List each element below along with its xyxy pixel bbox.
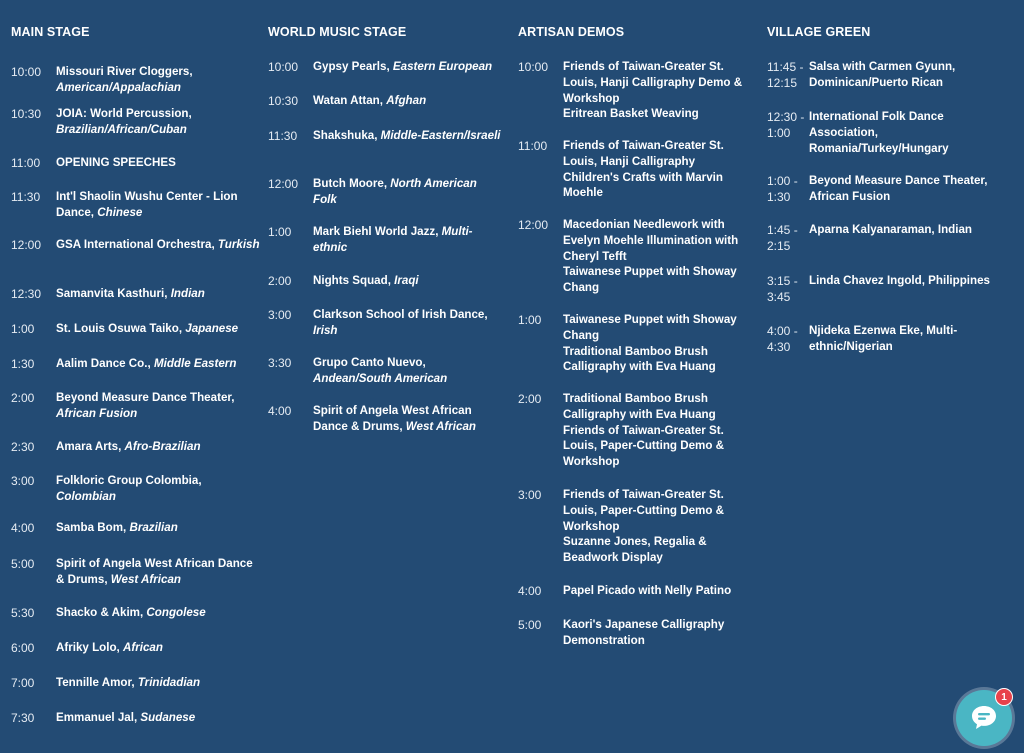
schedule-row bbox=[11, 556, 261, 588]
act-entry bbox=[313, 224, 503, 256]
act-name: Gypsy Pearls, bbox=[313, 60, 393, 73]
act-entry bbox=[56, 286, 261, 302]
act-entry bbox=[313, 176, 503, 208]
time-slot: 1:00 - 1:30 bbox=[767, 174, 798, 204]
act-name: Grupo Canto Nuevo, bbox=[313, 356, 426, 369]
schedule-row bbox=[268, 176, 503, 208]
time-slot: 2:30 bbox=[11, 440, 35, 454]
act-name: OPENING SPEECHES bbox=[56, 156, 176, 169]
act-entry bbox=[563, 59, 753, 106]
act-name: Tennille Amor, bbox=[56, 676, 138, 689]
act-name: Linda Chavez Ingold, Philippines bbox=[809, 274, 991, 287]
act-name: Emmanuel Jal, bbox=[56, 711, 141, 724]
schedule-row bbox=[11, 106, 261, 138]
time-slot: 11:00 bbox=[518, 139, 548, 153]
act-entry bbox=[563, 391, 753, 423]
act-name: Friends of Taiwan-Greater St. Louis, Hanji Calligraphy Demo & Workshop bbox=[563, 60, 743, 105]
act-entry bbox=[563, 344, 753, 376]
act-origin: Colombian bbox=[56, 489, 116, 503]
time-slot: 10:30 bbox=[11, 107, 42, 121]
act-name: Friends of Taiwan-Greater St. Louis, Paper-Cutting Demo & Workshop bbox=[563, 423, 725, 469]
act-name: Taiwanese Puppet with Showay Chang bbox=[563, 265, 737, 295]
act-entry bbox=[313, 93, 503, 109]
time-slot: 10:00 bbox=[518, 60, 549, 74]
act-name: Traditional Bamboo Brush Calligraphy with Eva Huang bbox=[563, 392, 716, 421]
act-name: JOIA: World Percussion, bbox=[56, 107, 192, 120]
time-slot: 1:45 - 2:15 bbox=[767, 223, 798, 253]
act-details bbox=[56, 155, 261, 171]
act-entry bbox=[56, 605, 261, 621]
act-entry bbox=[313, 273, 503, 289]
time-slot: 4:00 - 4:30 bbox=[767, 324, 798, 354]
act-origin: Middle Eastern bbox=[153, 357, 237, 370]
act-entry bbox=[56, 64, 261, 96]
schedule-row bbox=[268, 355, 503, 387]
act-origin: Chinese bbox=[97, 205, 143, 219]
time-slot: 11:00 bbox=[11, 156, 41, 170]
act-origin: Indian bbox=[170, 287, 205, 300]
schedule-row bbox=[518, 617, 753, 649]
act-name: Beyond Measure Dance Theater, bbox=[56, 391, 235, 404]
act-name: Samba Bom, bbox=[56, 521, 130, 534]
schedule-row bbox=[11, 321, 261, 337]
act-origin: Afghan bbox=[386, 94, 427, 107]
act-details bbox=[563, 138, 753, 201]
act-details bbox=[809, 323, 1012, 355]
act-entry bbox=[56, 473, 261, 505]
time-slot: 1:00 bbox=[268, 225, 292, 239]
act-details bbox=[563, 583, 753, 599]
act-details bbox=[56, 605, 261, 621]
time-slot: 12:00 bbox=[11, 238, 42, 252]
time-slot: 12:30 - 1:00 bbox=[767, 110, 805, 140]
act-entry bbox=[56, 556, 261, 588]
act-origin: Japanese bbox=[185, 322, 239, 335]
time-slot: 3:00 bbox=[268, 308, 292, 322]
schedule-row bbox=[11, 286, 261, 302]
act-entry bbox=[809, 173, 1012, 205]
act-name: Beyond Measure Dance Theater, African Fusion bbox=[809, 174, 988, 203]
act-origin: North American Folk bbox=[313, 177, 477, 206]
act-details bbox=[563, 617, 753, 649]
time-slot: 3:15 - 3:45 bbox=[767, 274, 798, 304]
act-origin: West African bbox=[110, 572, 181, 586]
time-slot: 1:00 bbox=[518, 313, 542, 327]
act-details bbox=[56, 356, 261, 372]
act-name: Aalim Dance Co., bbox=[56, 357, 154, 370]
act-origin: Afro-Brazilian bbox=[124, 440, 201, 453]
schedule-row bbox=[767, 59, 1012, 91]
act-name: Taiwanese Puppet with Showay Chang bbox=[563, 313, 737, 342]
act-name: Children's Crafts with Marvin Moehle bbox=[563, 170, 723, 200]
time-slot: 12:00 bbox=[268, 177, 299, 191]
act-entry bbox=[809, 222, 1012, 238]
column-title: WORLD MUSIC STAGE bbox=[268, 25, 407, 39]
act-entry bbox=[56, 439, 261, 455]
time-slot: 1:00 bbox=[11, 322, 35, 336]
time-slot: 5:00 bbox=[518, 618, 542, 632]
act-name: Mark Biehl World Jazz, bbox=[313, 225, 442, 238]
act-entry bbox=[809, 109, 1012, 156]
act-details bbox=[563, 487, 753, 566]
act-details bbox=[313, 93, 503, 109]
act-details bbox=[809, 222, 1012, 254]
act-details bbox=[313, 128, 503, 144]
column-title: VILLAGE GREEN bbox=[767, 25, 871, 39]
act-name: Afriky Lolo, bbox=[56, 641, 123, 654]
act-details bbox=[56, 286, 261, 302]
schedule-row bbox=[767, 323, 1012, 355]
act-name: Kaori's Japanese Calligraphy Demonstration bbox=[563, 618, 725, 647]
schedule-row bbox=[268, 93, 503, 109]
time-slot: 11:30 bbox=[11, 190, 41, 204]
act-details bbox=[313, 403, 503, 435]
act-name: St. Louis Osuwa Taiko, bbox=[56, 322, 186, 335]
act-origin: Middle-Eastern/Israeli bbox=[380, 129, 501, 142]
schedule-row bbox=[268, 59, 503, 75]
act-entry bbox=[809, 273, 1012, 289]
act-entry bbox=[56, 390, 261, 422]
act-entry bbox=[313, 128, 503, 144]
act-name: Shakshuka, bbox=[313, 129, 381, 142]
schedule-row bbox=[268, 128, 503, 144]
time-slot: 3:00 bbox=[518, 488, 542, 502]
act-entry bbox=[313, 59, 503, 75]
act-entry bbox=[313, 307, 503, 339]
act-details bbox=[56, 439, 261, 455]
act-origin: West African bbox=[405, 419, 477, 433]
act-details bbox=[56, 473, 261, 505]
act-entry bbox=[313, 403, 503, 435]
act-name: Friends of Taiwan-Greater St. Louis, Hanji Calligraphy bbox=[563, 139, 724, 168]
act-entry bbox=[809, 59, 1012, 91]
time-slot: 2:00 bbox=[268, 274, 292, 288]
time-slot: 3:00 bbox=[11, 474, 35, 488]
act-origin: Andean/South American bbox=[313, 371, 448, 385]
schedule-row bbox=[268, 273, 503, 289]
act-entry bbox=[56, 675, 261, 691]
column-title: ARTISAN DEMOS bbox=[518, 25, 625, 39]
schedule-row bbox=[11, 640, 261, 656]
act-entry bbox=[563, 423, 753, 470]
act-details bbox=[313, 176, 503, 208]
act-details bbox=[56, 64, 261, 96]
act-entry bbox=[563, 170, 753, 202]
time-slot: 2:00 bbox=[518, 392, 542, 406]
schedule-row bbox=[11, 710, 261, 726]
act-entry bbox=[563, 138, 753, 170]
act-name: Salsa with Carmen Gyunn, Dominican/Puerto Rican bbox=[809, 60, 956, 89]
act-name: Papel Picado with Nelly Patino bbox=[563, 584, 732, 597]
time-slot: 11:45 - 12:15 bbox=[767, 60, 804, 90]
time-slot: 4:00 bbox=[11, 521, 35, 535]
act-details bbox=[809, 109, 1012, 156]
schedule-row bbox=[11, 237, 261, 253]
notification-badge: 1 bbox=[995, 688, 1013, 706]
time-slot: 7:00 bbox=[11, 676, 35, 690]
act-origin: Multi-ethnic bbox=[313, 225, 473, 254]
schedule-row bbox=[11, 520, 261, 536]
act-details bbox=[809, 273, 1012, 305]
schedule-row bbox=[767, 222, 1012, 254]
act-origin: Congolese bbox=[146, 606, 206, 619]
act-name: Missouri River Cloggers, bbox=[56, 65, 193, 78]
act-details bbox=[56, 675, 261, 691]
schedule-row bbox=[11, 473, 261, 505]
act-origin: Turkish bbox=[217, 238, 260, 251]
act-details bbox=[56, 556, 261, 588]
act-entry bbox=[56, 321, 261, 337]
schedule-row bbox=[11, 605, 261, 621]
act-origin: Eastern European bbox=[392, 60, 493, 73]
act-details bbox=[56, 390, 261, 422]
act-entry bbox=[313, 355, 503, 387]
schedule-row bbox=[268, 307, 503, 339]
act-origin: Sudanese bbox=[140, 711, 196, 724]
time-slot: 1:30 bbox=[11, 357, 35, 371]
schedule-row bbox=[11, 390, 261, 422]
schedule-row bbox=[767, 173, 1012, 205]
time-slot: 7:30 bbox=[11, 711, 35, 725]
act-details bbox=[56, 106, 261, 138]
act-details bbox=[809, 59, 1012, 91]
schedule-row bbox=[518, 59, 753, 122]
time-slot: 11:30 bbox=[268, 129, 298, 143]
act-origin: Irish bbox=[313, 323, 338, 337]
schedule-row bbox=[767, 109, 1012, 156]
act-name: Macedonian Needlework with Evelyn Moehle Illumination with Cheryl Tefft bbox=[563, 218, 739, 263]
schedule-row bbox=[11, 439, 261, 455]
schedule-row bbox=[518, 312, 753, 375]
act-entry bbox=[56, 189, 261, 221]
act-details bbox=[563, 217, 753, 296]
act-details bbox=[563, 391, 753, 470]
time-slot: 12:30 bbox=[11, 287, 42, 301]
act-origin: Brazilian bbox=[129, 521, 178, 534]
schedule-row bbox=[11, 155, 261, 171]
time-slot: 10:00 bbox=[268, 60, 299, 74]
act-entry bbox=[56, 237, 261, 253]
act-details bbox=[56, 640, 261, 656]
act-name: Aparna Kalyanaraman, Indian bbox=[809, 223, 973, 236]
schedule-row bbox=[11, 189, 261, 221]
time-slot: 12:00 bbox=[518, 218, 549, 232]
schedule-row bbox=[268, 403, 503, 435]
act-entry bbox=[563, 264, 753, 296]
act-entry bbox=[563, 217, 753, 264]
schedule-row bbox=[518, 391, 753, 470]
act-entry bbox=[563, 312, 753, 344]
act-name: Shacko & Akim, bbox=[56, 606, 147, 619]
act-details bbox=[313, 59, 503, 75]
act-name: Spirit of Angela West African Dance & Drums, bbox=[56, 557, 253, 586]
act-details bbox=[563, 312, 753, 375]
schedule-row bbox=[11, 64, 261, 96]
act-name: Eritrean Basket Weaving bbox=[563, 107, 699, 121]
act-entry bbox=[563, 617, 753, 649]
act-entry bbox=[56, 356, 261, 372]
act-name: Butch Moore, bbox=[313, 177, 391, 190]
schedule-row bbox=[518, 487, 753, 566]
act-origin: American/Appalachian bbox=[56, 80, 181, 94]
act-name: Int'l Shaolin Wushu Center - Lion Dance, bbox=[56, 190, 238, 219]
column-title: MAIN STAGE bbox=[11, 25, 90, 39]
act-name: Friends of Taiwan-Greater St. Louis, Paper-Cutting Demo & Workshop bbox=[563, 488, 725, 533]
act-origin: Trinidadian bbox=[137, 676, 201, 689]
act-details bbox=[56, 520, 261, 536]
time-slot: 2:00 bbox=[11, 391, 35, 405]
act-details bbox=[313, 224, 503, 256]
act-entry bbox=[563, 106, 753, 122]
act-name: Njideka Ezenwa Eke, Multi-ethnic/Nigerian bbox=[809, 324, 958, 353]
time-slot: 10:30 bbox=[268, 94, 299, 108]
act-entry bbox=[56, 155, 261, 171]
time-slot: 4:00 bbox=[268, 404, 292, 418]
schedule-row bbox=[518, 138, 753, 201]
time-slot: 6:00 bbox=[11, 641, 35, 655]
schedule-row bbox=[11, 356, 261, 372]
act-name: Watan Attan, bbox=[313, 94, 387, 107]
act-origin: Iraqi bbox=[394, 274, 419, 287]
time-slot: 10:00 bbox=[11, 65, 42, 79]
act-name: Suzanne Jones, Regalia & Beadwork Display bbox=[563, 535, 707, 565]
time-slot: 5:00 bbox=[11, 557, 35, 571]
act-entry bbox=[56, 640, 261, 656]
act-details bbox=[56, 189, 261, 221]
time-slot: 5:30 bbox=[11, 606, 35, 620]
act-name: Folkloric Group Colombia, bbox=[56, 474, 202, 487]
schedule-row bbox=[268, 224, 503, 256]
act-details bbox=[313, 355, 503, 387]
act-origin: African bbox=[123, 641, 163, 654]
act-entry bbox=[56, 106, 261, 138]
act-name: GSA International Orchestra, bbox=[56, 238, 218, 251]
schedule-row bbox=[518, 583, 753, 599]
act-details bbox=[313, 273, 503, 289]
act-entry bbox=[563, 583, 753, 599]
act-entry bbox=[56, 710, 261, 726]
act-details bbox=[56, 710, 261, 726]
time-slot: 3:30 bbox=[268, 356, 292, 370]
act-details bbox=[56, 321, 261, 337]
act-name: Nights Squad, bbox=[313, 274, 395, 287]
chat-bubble-icon bbox=[969, 703, 999, 733]
act-details bbox=[313, 307, 503, 339]
act-details bbox=[809, 173, 1012, 205]
schedule-row bbox=[11, 675, 261, 691]
act-entry bbox=[563, 534, 753, 566]
act-details bbox=[56, 237, 261, 253]
act-entry bbox=[563, 487, 753, 534]
act-name: Traditional Bamboo Brush Calligraphy with Eva Huang bbox=[563, 344, 716, 374]
act-name: Samanvita Kasthuri, bbox=[56, 287, 171, 300]
act-origin: Brazilian/African/Cuban bbox=[56, 122, 187, 136]
time-slot: 4:00 bbox=[518, 584, 542, 598]
schedule-row bbox=[518, 217, 753, 296]
schedule-row bbox=[767, 273, 1012, 305]
act-details bbox=[563, 59, 753, 122]
act-entry bbox=[809, 323, 1012, 355]
act-name: Spirit of Angela West African Dance & Drums, bbox=[313, 404, 472, 433]
act-name: Clarkson School of Irish Dance, bbox=[313, 308, 488, 321]
act-entry bbox=[56, 520, 261, 536]
act-origin: African Fusion bbox=[56, 406, 138, 420]
act-name: Amara Arts, bbox=[56, 440, 125, 453]
act-name: International Folk Dance Association, Romania/Turkey/Hungary bbox=[809, 110, 949, 155]
